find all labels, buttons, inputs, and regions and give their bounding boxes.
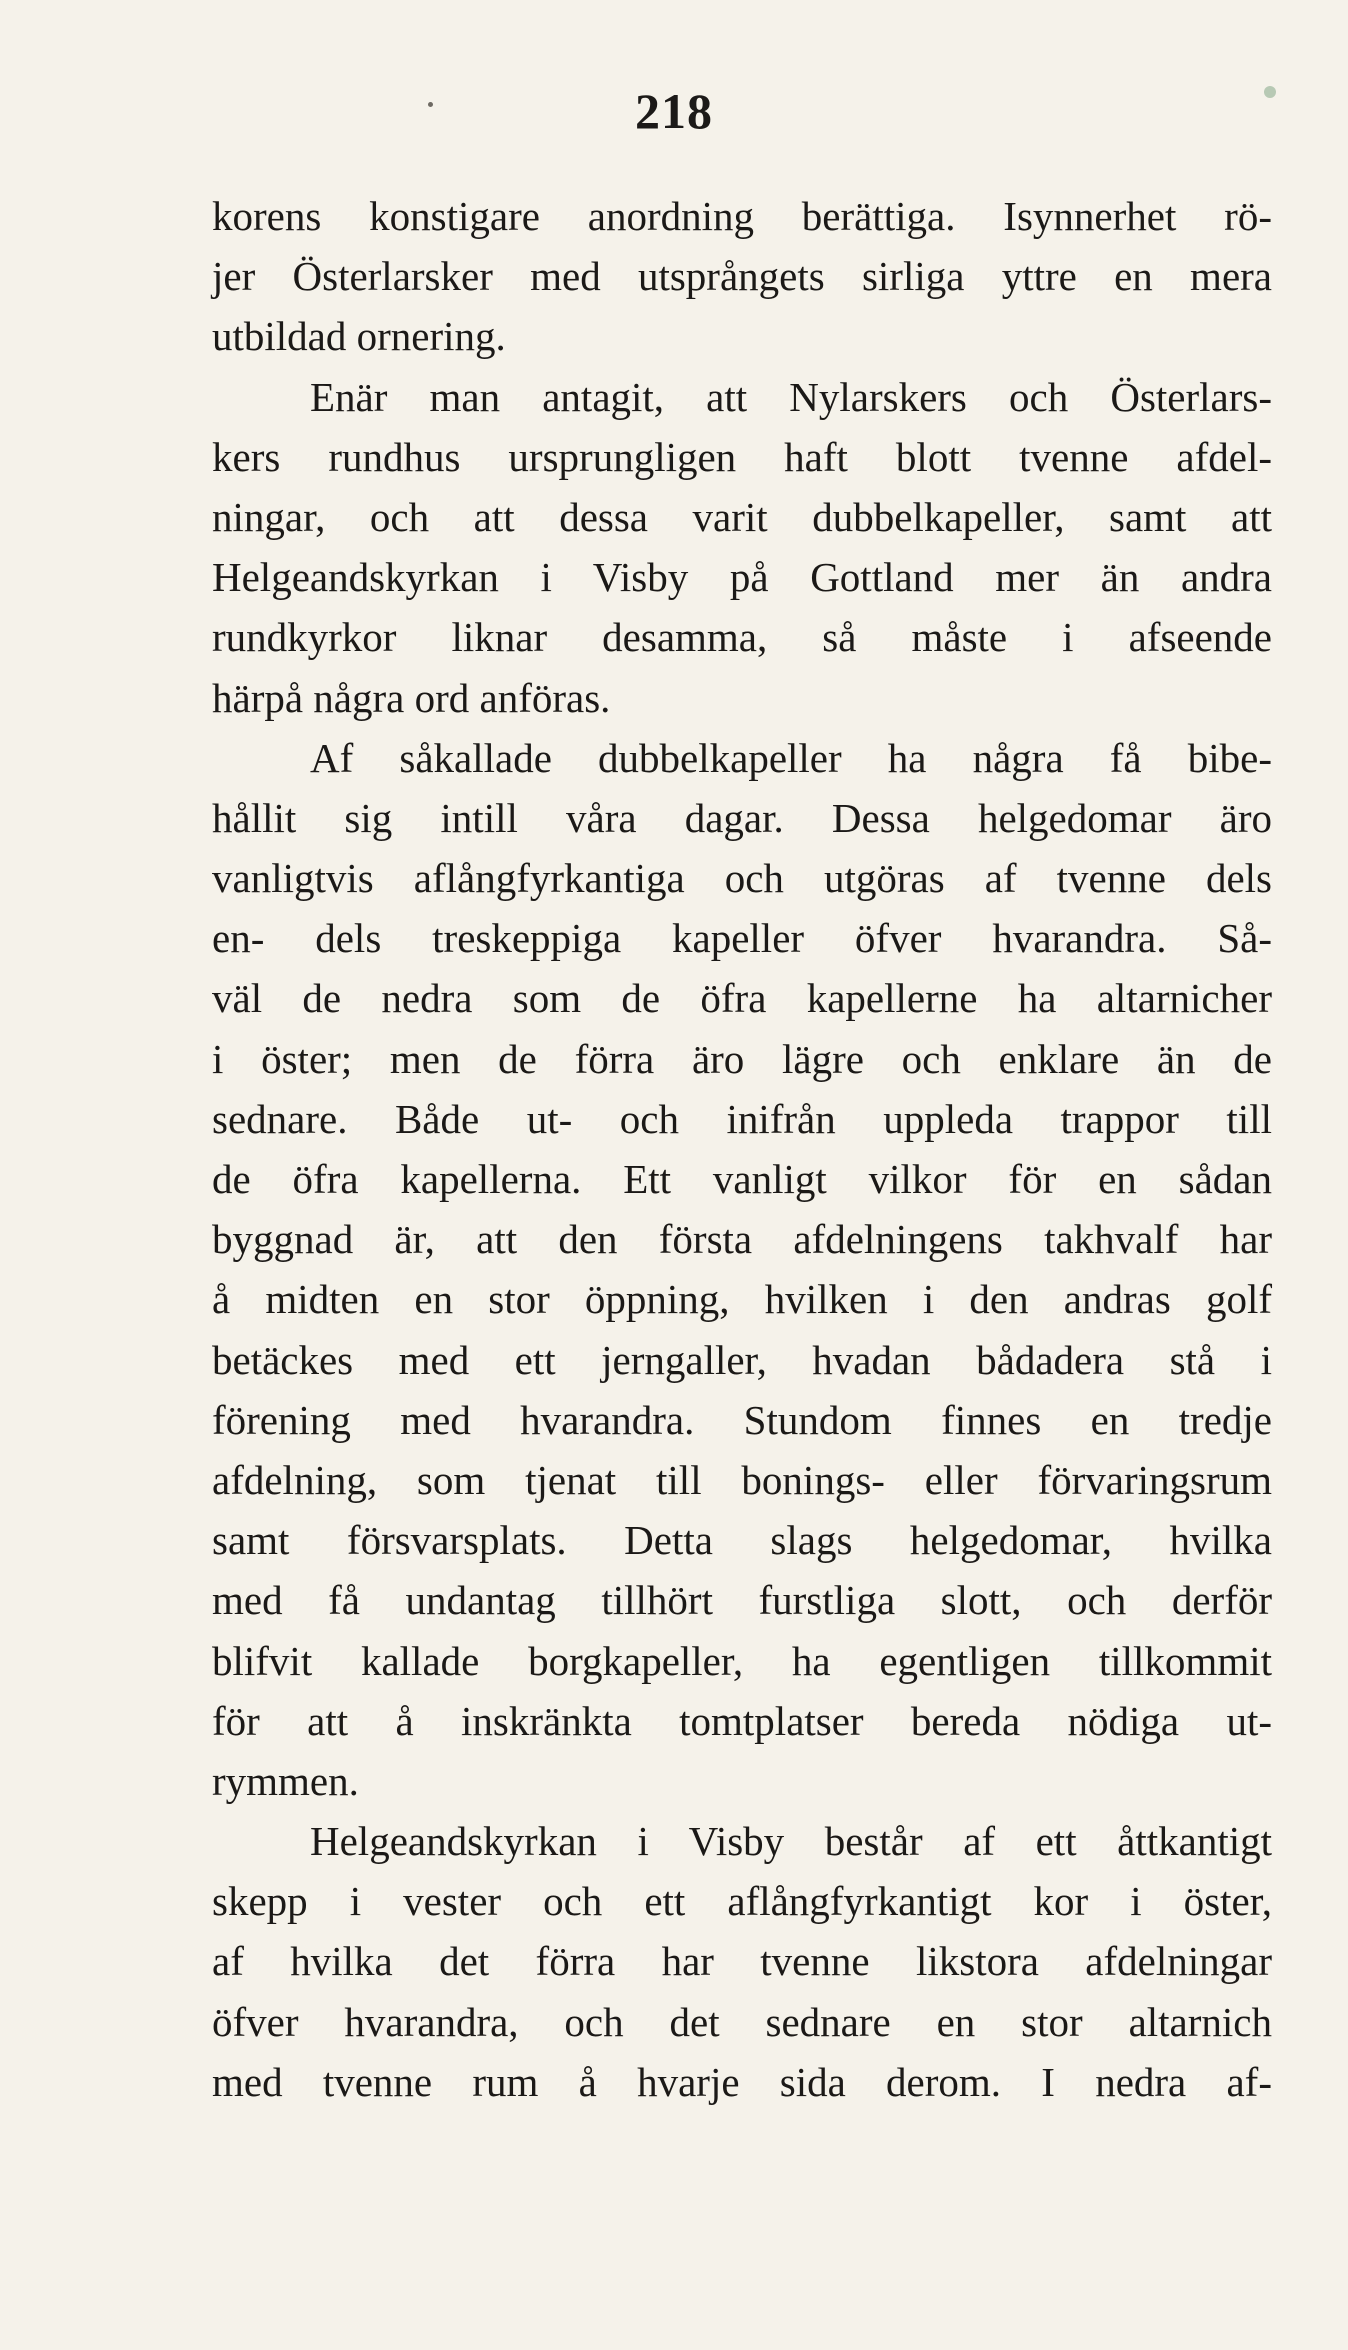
body-text: [212, 186, 1272, 2112]
text-line: väl de nedra som de öfra kapellerne ha altarnicher: [212, 975, 1272, 1022]
text-line: Af såkallade dubbelkapeller ha några få bibe-: [310, 734, 1272, 781]
text-line: en- dels treskeppiga kapeller öfver hvarandra. Så-: [212, 915, 1272, 962]
corner-stain: [1264, 86, 1276, 98]
text-line: utbildad ornering.: [212, 313, 506, 360]
text-line: rymmen.: [212, 1757, 359, 1804]
text-line: ningar, och att dessa varit dubbelkapeller, samt att: [212, 493, 1272, 540]
text-line: korens konstigare anordning berättiga. Isynnerhet rö-: [212, 193, 1272, 239]
text-line: hållit sig intill våra dagar. Dessa helgedomar äro: [212, 794, 1272, 841]
text-line: kers rundhus ursprungligen haft blott tvenne afdel-: [212, 433, 1272, 480]
text-line: af hvilka det förra har tvenne likstora afdelningar: [212, 1938, 1272, 1985]
text-line: vanligtvis aflångfyrkantiga och utgöras af tvenne dels: [212, 855, 1272, 902]
text-line: härpå några ord anföras.: [212, 674, 611, 721]
text-line: rundkyrkor liknar desamma, så måste i afseende: [212, 614, 1272, 661]
text-line: förening med hvarandra. Stundom finnes en tredje: [212, 1396, 1272, 1443]
text-line: byggnad är, att den första afdelningens takhvalf har: [212, 1216, 1272, 1263]
text-line: Helgeandskyrkan i Visby består af ett åttkantigt: [310, 1818, 1272, 1865]
text-line: blifvit kallade borgkapeller, ha egentligen tillkommit: [212, 1637, 1272, 1684]
text-line: för att å inskränkta tomtplatser bereda nödiga ut-: [212, 1697, 1272, 1744]
text-line: de öfra kapellerna. Ett vanligt vilkor för en sådan: [212, 1156, 1272, 1202]
text-line: afdelning, som tjenat till bonings- eller förvaringsrum: [212, 1456, 1272, 1503]
text-line: Helgeandskyrkan i Visby på Gottland mer än andra: [212, 554, 1272, 601]
page-number: 218: [635, 83, 713, 139]
text-line: å midten en stor öppning, hvilken i den andras golf: [212, 1276, 1272, 1323]
text-line: öfver hvarandra, och det sednare en stor altarnich: [212, 1998, 1272, 2045]
text-line: i öster; men de förra äro lägre och enklare än de: [212, 1035, 1272, 1082]
text-line: med få undantag tillhört furstliga slott, och derför: [212, 1577, 1272, 1624]
text-line: Enär man antagit, att Nylarskers och Österlars-: [310, 373, 1272, 420]
text-line: med tvenne rum å hvarje sida derom. I nedra af-: [212, 2058, 1272, 2105]
text-line: samt försvarsplats. Detta slags helgedomar, hvilka: [212, 1517, 1272, 1564]
text-line: skepp i vester och ett aflångfyrkantigt kor i öster,: [212, 1878, 1272, 1925]
text-line: jer Österlarsker med utsprångets sirliga yttre en mera: [212, 253, 1272, 300]
text-line: betäckes med ett jerngaller, hvadan bådadera stå i: [212, 1336, 1272, 1383]
text-line: sednare. Både ut- och inifrån uppleda trappor till: [212, 1095, 1272, 1142]
